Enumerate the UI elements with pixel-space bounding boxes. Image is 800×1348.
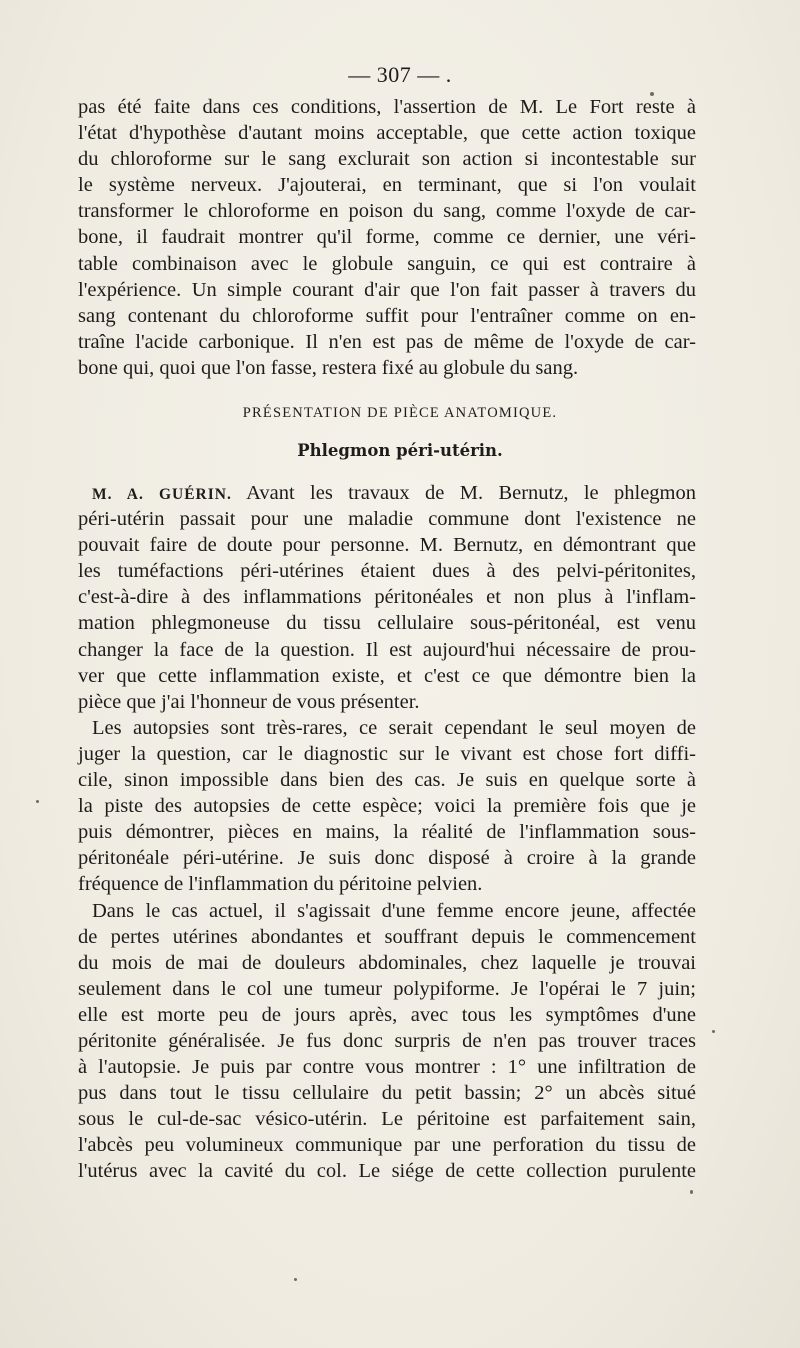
ink-speck <box>690 1190 693 1194</box>
text-line: mation phlegmoneuse du tissu cellulaire sous-péritonéal, est venu <box>78 612 696 635</box>
text-line: pus dans tout le tissu cellulaire du petit bassin; 2° un abcès situé <box>78 1082 696 1105</box>
text-line: transformer le chloroforme en poison du sang, comme l'oxyde de car- <box>78 200 696 223</box>
text-line: pouvait faire de doute pour personne. M. Bernutz, en démontrant que <box>78 534 696 557</box>
ink-speck <box>294 1278 297 1281</box>
text-line: cile, sinon impossible dans bien des cas. Je suis en quelque sorte à <box>78 769 696 792</box>
text-line: du mois de mai de douleurs abdominales, chez laquelle je trouvai <box>78 951 696 974</box>
text-line: du chloroforme sur le sang exclurait son action si incontestable sur <box>78 148 696 171</box>
text-line: pièce que j'ai l'honneur de vous présenter. <box>78 690 420 713</box>
paragraph-speaker <box>78 480 696 1185</box>
text-line: l'état d'hypothèse d'autant moins acceptable, que cette action toxique <box>78 122 696 145</box>
text-line: Les autopsies sont très-rares, ce serait cependant le seul moyen de <box>92 716 696 739</box>
ink-speck <box>36 800 39 803</box>
text-line <box>78 480 696 506</box>
text-line: pas été faite dans ces conditions, l'assertion de M. Le Fort reste à <box>78 96 696 118</box>
section-title: PRÉSENTATION DE PIÈCE ANATOMIQUE. <box>242 405 558 421</box>
text-line: péritonéale péri-utérine. Je suis donc disposé à croire à la grande <box>78 847 696 870</box>
text-line: l'abcès peu volumineux communique par une perforation du tissu de <box>78 1134 696 1157</box>
text-line: sang contenant du chloroforme suffit pour l'entraîner comme on en- <box>78 304 696 327</box>
text-line: seulement dans le col une tumeur polypiforme. Je l'opérai le 7 juin; <box>78 977 696 1000</box>
text-line: fréquence de l'inflammation du péritoine pelvien. <box>78 873 483 896</box>
page-number-header: — 307 — . <box>348 62 452 87</box>
text-line: juger la question, car le diagnostic sur le vivant est chose fort diffi- <box>78 742 696 765</box>
text-line: table combinaison avec le globule sanguin, ce qui est contraire à <box>78 252 696 275</box>
text-line: ver que cette inflammation existe, et c'est ce que démontre bien la <box>78 664 696 687</box>
text-line: péritonite généralisée. Je fus donc surpris de n'en pas trouver traces <box>78 1029 696 1052</box>
paragraph-continuation <box>78 94 696 381</box>
ink-speck <box>650 92 654 96</box>
text-line: traîne l'acide carbonique. Il n'en est pas de même de l'oxyde de car- <box>78 330 696 353</box>
text-line: l'utérus avec la cavité du col. Le siége de cette collection purulente <box>78 1160 696 1183</box>
text-line: la piste des autopsies de cette espèce; voici la première fois que je <box>78 795 696 818</box>
text-line: Dans le cas actuel, il s'agissait d'une femme encore jeune, affectée <box>92 899 696 922</box>
text-line: le système nerveux. J'ajouterai, en terminant, que si l'on voulait <box>78 174 696 197</box>
text-line: de pertes utérines abondantes et souffrant depuis le commencement <box>78 925 696 948</box>
text-line: bone, il faudrait montrer qu'il forme, comme ce dernier, une véri- <box>78 226 696 249</box>
text-line: bone qui, quoi que l'on fasse, restera fixé au globule du sang. <box>78 356 579 379</box>
text-line: changer la face de la question. Il est aujourd'hui nécessaire de prou- <box>78 638 696 661</box>
ink-speck <box>712 1030 715 1033</box>
text-line: puis démontrer, pièces en mains, la réalité de l'inflammation sous- <box>78 821 696 844</box>
text-line: l'expérience. Un simple courant d'air que l'on fait passer à travers du <box>78 278 696 301</box>
speaker-name: M. A. GUÉRIN. <box>92 486 232 503</box>
text-line: les tuméfactions péri-utérines étaient dues à des pelvi-péritonites, <box>78 560 696 583</box>
speaker-text: Avant les travaux de M. Bernutz, le phlegmon <box>246 482 696 504</box>
article-subtitle: Phlegmon péri-utérin. <box>297 441 503 460</box>
text-line: elle est morte peu de jours après, avec tous les symptômes d'une <box>78 1003 696 1026</box>
text-line: à l'autopsie. Je puis par contre vous montrer : 1° une infiltration de <box>78 1056 696 1079</box>
text-line: péri-utérin passait pour une maladie commune dont l'existence ne <box>78 508 696 531</box>
text-line: c'est-à-dire à des inflammations péritonéales et non plus à l'inflam- <box>78 586 696 609</box>
text-line: sous le cul-de-sac vésico-utérin. Le péritoine est parfaitement sain, <box>78 1108 696 1131</box>
